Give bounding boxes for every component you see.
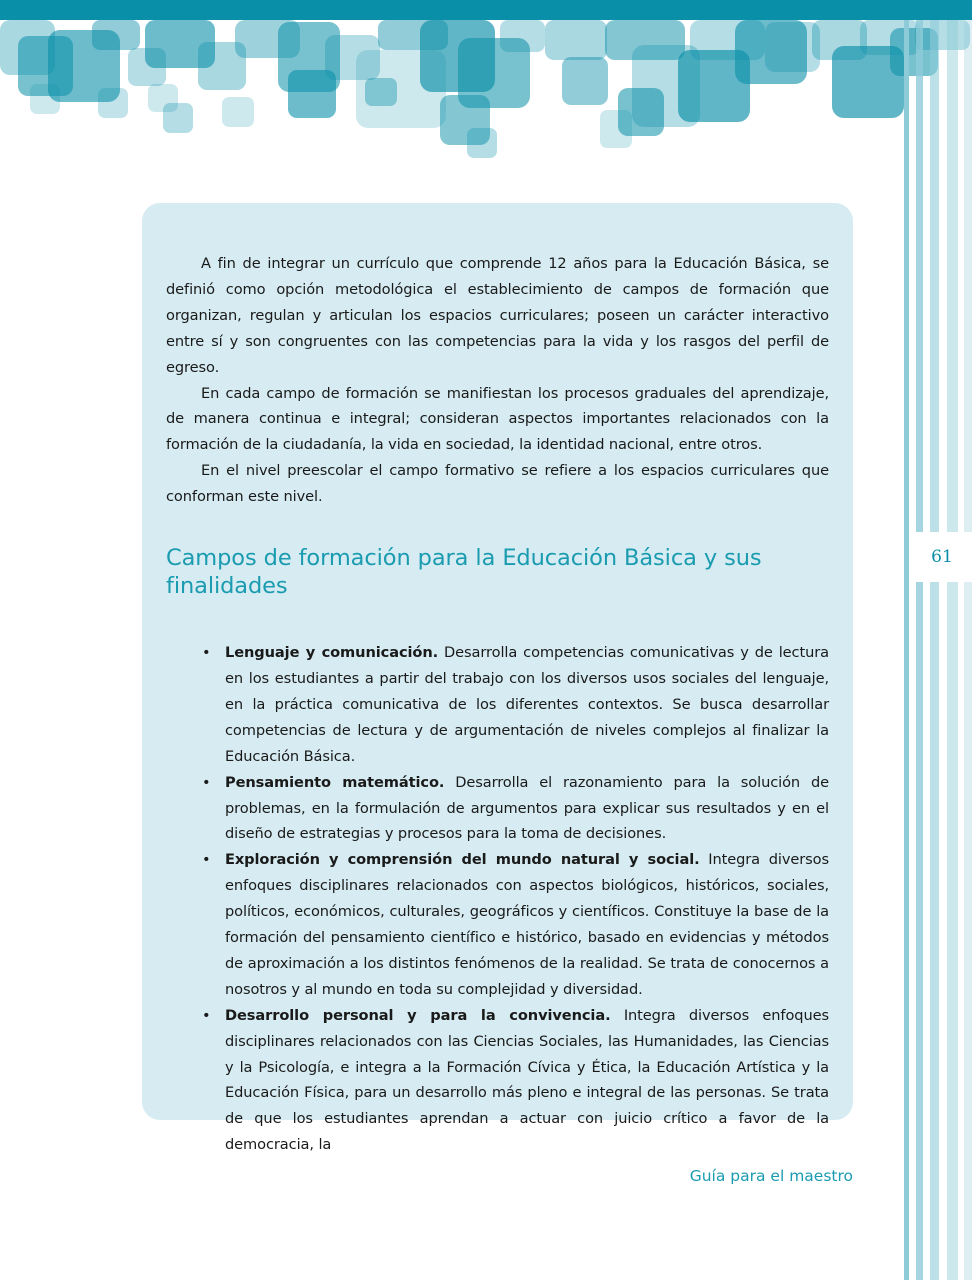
item-title: Exploración y comprensión del mundo natural y social. — [225, 851, 700, 869]
fields-list — [166, 640, 829, 1158]
content-panel — [142, 203, 853, 1154]
list-item — [166, 640, 829, 770]
intro-paragraph-2: En cada campo de formación se manifiestan los procesos graduales del aprendizaje, de manera continua e integral; consideran aspectos importantes relacionados con la formación de la ciudadanía, la vida en sociedad, la identidad nacional, entre otros. — [166, 384, 829, 454]
item-text: Desarrolla competencias comunicativas y de lectura en los estudiantes a partir del trabajo con los diversos usos sociales del lenguaje, en la práctica comunicativa de los diferentes contextos. Se busca desarrollar competencias de lectura y de argumentación de niveles complejos al finalizar la Educación Básica. — [225, 644, 829, 765]
footer-title: Guía para el maestro — [689, 1167, 853, 1185]
intro-paragraph-3: En el nivel preescolar el campo formativo se refiere a los espacios curriculares que conforman este nivel. — [166, 462, 829, 506]
list-item — [166, 770, 829, 848]
bullet-icon: • — [202, 1006, 211, 1024]
page-number: 61 — [931, 547, 953, 567]
bullet-icon: • — [202, 644, 211, 662]
item-title: Lenguaje y comunicación. — [225, 644, 439, 662]
list-item — [166, 1003, 829, 1158]
bullet-icon: • — [202, 773, 211, 791]
list-item — [166, 847, 829, 1002]
bullet-icon: • — [202, 851, 211, 869]
item-text: Integra diversos enfoques disciplinares relacionados con las Ciencias Sociales, las Humanidades, las Ciencias y la Psicología, e integra a la Formación Cívica y Ética, la Educación Artística y la Educación Física, para un desarrollo más pleno e integral de las personas. Se trata de que los estudiantes aprendan a actuar con juicio crítico a favor de la democracia, la — [225, 1006, 829, 1154]
item-text: Desarrolla el razonamiento para la solución de problemas, en la formulación de argumentos para explicar sus resultados y en el diseño de estrategias y procesos para la toma de decisiones. — [225, 773, 829, 843]
page-number-box — [912, 532, 972, 582]
decorative-squares-header — [0, 0, 972, 170]
item-title: Desarrollo personal y para la convivencia. — [225, 1006, 611, 1024]
section-heading: Campos de formación para la Educación Básica y sus finalidades — [166, 545, 762, 600]
decorative-side-stripes — [902, 20, 972, 1280]
item-text: Integra diversos enfoques disciplinares relacionados con aspectos biológicos, históricos, sociales, políticos, económicos, culturales, geográficos y científicos. Constituye la base de la formación del pensamiento científico e histórico, basado en evidencias y métodos de aproximación a los distintos fenómenos de la realidad. Se trata de conocernos a nosotros y al mundo en toda su complejidad y diversidad. — [225, 851, 829, 998]
item-title: Pensamiento matemático. — [225, 773, 445, 791]
intro-paragraph-1: A fin de integrar un currículo que comprende 12 años para la Educación Básica, se definió como opción metodológica el establecimiento de campos de formación que organizan, regulan y articulan los espacios curriculares; poseen un carácter interactivo entre sí y son congruentes con las competencias para la vida y los rasgos del perfil de egreso. — [166, 255, 829, 376]
